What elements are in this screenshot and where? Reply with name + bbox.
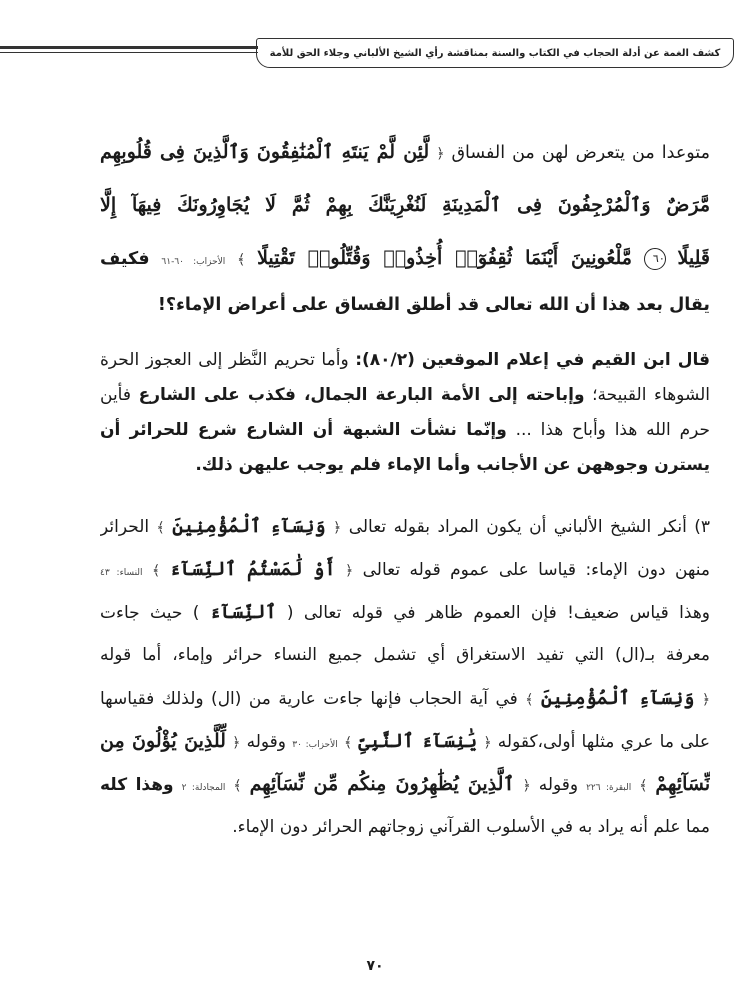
header-title-box	[256, 38, 734, 68]
text-line: قَلِيلًا ٦٠ مَّلْعُونِينَ أَيْنَمَا ثُقِفُوٓا۟ أُخِذُوا۟ وَقُتِّلُوا۟ تَقْتِيلًا ﴾ الأحزاب: ٦٠-٦١ فكيف	[100, 247, 710, 269]
verse-reference: البقرة: ٢٢٦	[586, 783, 632, 793]
text-line: يقال بعد هذا أن الله تعالى قد أطلق الفساق على أعراض الإماء؟!	[157, 295, 710, 315]
paragraph-1	[100, 126, 710, 325]
ornate-bracket-open: ﴿	[232, 735, 241, 751]
verse-reference: الأحزاب: ٣٠	[292, 740, 338, 750]
quran-verse: نِّسَآئِهِمْ	[655, 773, 710, 795]
text-line: متوعدا من يتعرض لهن من الفساق ﴿ لَّئِن لَّمْ يَنتَهِ ٱلْمُنَٰفِقُونَ وَٱلَّذِينَ فِى قُلُوبِهِم	[100, 141, 710, 163]
text-line: ٣) أنكر الشيخ الألباني أن يكون المراد بقوله تعالى ﴿ وَنِسَآءِ ٱلْمُؤْمِنِينَ ﴾ الحرائر	[100, 515, 710, 537]
header-rule-thick	[0, 46, 258, 49]
text-line: نِّسَآئِهِمْ ﴾ البقرة: ٢٢٦ وقوله ﴿ ٱلَّذِينَ يُظَٰهِرُونَ مِنكُم مِّن نِّسَآئِهِم ﴾ المجادلة: ٢ وهذا كله	[100, 773, 710, 795]
quran-verse: أَوْ لَٰمَسْتُمُ ٱلنِّسَآءَ	[169, 558, 336, 580]
ornate-bracket-close: ﴾	[525, 692, 534, 708]
quran-verse: وَنِسَآءِ ٱلْمُؤْمِنِينَ	[172, 515, 326, 537]
ornate-bracket-close: ﴾	[639, 778, 648, 794]
running-header	[0, 36, 740, 72]
ornate-bracket-close: ﴾	[343, 735, 353, 751]
ornate-bracket-open: ﴿	[522, 778, 531, 794]
text-line: الشوهاء القبيحة؛ وإباحته إلى الأمة البارعة الجمال، فكذب على الشارع فأين	[100, 385, 710, 405]
ornate-bracket-close: ﴾	[156, 520, 165, 536]
paragraph-2	[100, 343, 710, 483]
page-body	[100, 126, 710, 849]
text-line: وهذا قياس ضعيف! فإن العموم ظاهر في قوله تعالى ( ٱلنِّسَآءَ ) حيث جاءت	[100, 601, 710, 623]
verse-reference: النساء: ٤٣	[100, 568, 143, 578]
ornate-bracket-close: ﴾	[237, 252, 246, 268]
quran-verse: ٱلَّذِينَ يُظَٰهِرُونَ مِنكُم مِّن نِّسَآئِهِم	[249, 773, 515, 795]
text-line: على ما عري مثلها أولى،كقوله ﴿ يَٰنِسَآءَ ٱلنَّبِىِّ ﴾ الأحزاب: ٣٠ وقوله ﴿ لِّلَّذِينَ يُؤْلُونَ مِن	[100, 730, 710, 752]
text-line: منهن دون الإماء: قياسا على عموم قوله تعالى ﴿ أَوْ لَٰمَسْتُمُ ٱلنِّسَآءَ ﴾ النساء: ٤٣	[100, 558, 710, 580]
ornate-bracket-open: ﴿	[701, 692, 710, 708]
ornate-bracket-close: ﴾	[151, 563, 161, 579]
verse-reference: المجادلة: ٢	[181, 783, 226, 793]
text-line: يسترن وجوههن عن الأجانب وأما الإماء فلم يوجب عليهن ذلك.	[195, 455, 710, 475]
ornate-bracket-open: ﴿	[333, 520, 342, 536]
text-line: قال ابن القيم في إعلام الموقعين (٨٠/٢): وأما تحريم النَّظر إلى العجوز الحرة	[100, 350, 710, 370]
paragraph-3	[100, 505, 710, 849]
quran-verse: مَّلْعُونِينَ أَيْنَمَا ثُقِفُوٓا۟ أُخِذُوا۟ وَقُتِّلُوا۟ تَقْتِيلًا	[257, 247, 632, 269]
text-line: حرم الله هذا وأباح هذا ... وإنّما نشأت الشبهة أن الشارع شرع للحرائر أن	[100, 420, 710, 440]
verse-reference: الأحزاب: ٦٠-٦١	[161, 257, 226, 267]
ornate-bracket-close: ﴾	[233, 778, 242, 794]
quran-verse: وَنِسَآءِ ٱلْمُؤْمِنِينَ	[540, 687, 695, 709]
text-line: مما علم أنه يراد به في الأسلوب القرآني زوجاتهم الحرائر دون الإماء.	[232, 817, 710, 837]
text-line	[100, 179, 710, 232]
quran-verse: لِّلَّذِينَ يُؤْلُونَ مِن	[100, 730, 226, 752]
quran-verse: ٱلنِّسَآءَ	[209, 601, 277, 623]
header-rule-thin	[0, 52, 258, 53]
quran-verse: يَٰنِسَآءَ ٱلنَّبِىِّ	[358, 730, 478, 752]
header-title: كشف الغمة عن أدلة الحجاب في الكتاب والسنة بمناقشة رأي الشيخ الألباني وجلاء الحق للأمة	[269, 47, 721, 59]
quran-verse: لَّئِن لَّمْ يَنتَهِ ٱلْمُنَٰفِقُونَ وَٱلَّذِينَ فِى قُلُوبِهِم	[100, 141, 430, 163]
ornate-bracket-open: ﴿	[483, 735, 492, 751]
ornate-bracket-open: ﴿	[436, 146, 445, 162]
text-line: ﴿ وَنِسَآءِ ٱلْمُؤْمِنِينَ ﴾ في آية الحجاب فإنها جاءت عارية من (ال) ولذلك فقياسها	[100, 687, 710, 709]
text-line: معرفة بـ(ال) التي تفيد الاستغراق أي تشمل جميع النساء حرائر وإماء، أما قوله	[100, 645, 710, 665]
page-number: ٧٠	[366, 958, 384, 974]
quran-verse: مَّرَضٌ وَٱلْمُرْجِفُونَ فِى ٱلْمَدِينَةِ لَنُغْرِيَنَّكَ بِهِمْ ثُمَّ لَا يُجَاوِرُونَكَ فِيهَآ إِلَّا	[100, 194, 710, 216]
ornate-bracket-open: ﴿	[345, 563, 354, 579]
ayah-number-marker: ٦٠	[644, 248, 666, 270]
quran-verse: قَلِيلًا	[677, 247, 710, 269]
